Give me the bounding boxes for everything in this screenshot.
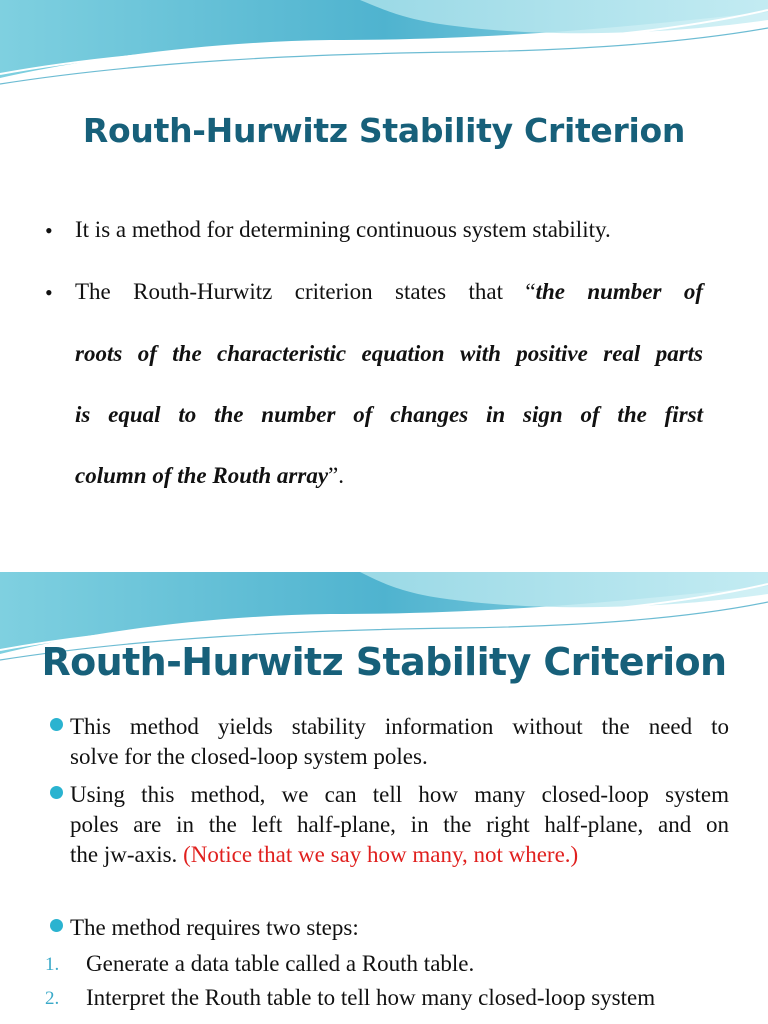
bullet-3-text: The method requires two steps: bbox=[70, 915, 359, 940]
quote-line-1: The Routh-Hurwitz criterion states that “the number of bbox=[75, 279, 704, 304]
header-wave-decoration bbox=[0, 0, 768, 90]
bullet-marker: • bbox=[45, 280, 53, 305]
step-number: 1. bbox=[45, 954, 60, 975]
bullet-dot-icon bbox=[50, 919, 63, 932]
bullet-dot-icon bbox=[50, 786, 63, 799]
bullet-2-line-2: poles are in the left half-plane, in the right half-plane, and on bbox=[70, 812, 729, 837]
bullet-1-line-2: solve for the closed-loop system poles. bbox=[70, 744, 428, 769]
bullet-marker: • bbox=[45, 218, 53, 243]
quote-line-4: column of the Routh array”. bbox=[75, 463, 345, 488]
quote-line-3: is equal to the number of changes in sign of the first bbox=[75, 402, 703, 427]
bullet-dot-icon bbox=[50, 718, 63, 731]
note-text: (Notice that we say how many, not where.) bbox=[183, 842, 579, 867]
slide-divider bbox=[0, 560, 768, 572]
step-text: Interpret the Routh table to tell how many closed-loop system bbox=[86, 985, 656, 1010]
slide-2 bbox=[0, 572, 768, 1024]
bullet-1-line-1: This method yields stability information without the need to bbox=[70, 714, 729, 739]
bullet-2-line-3: the jw-axis. (Notice that we say how many, not where.) bbox=[70, 842, 579, 867]
bullet-text: It is a method for determining continuous system stability. bbox=[75, 217, 611, 242]
slide-title: Routh-Hurwitz Stability Criterion bbox=[41, 640, 727, 684]
slide-title: Routh-Hurwitz Stability Criterion bbox=[82, 111, 686, 150]
step-number: 2. bbox=[45, 988, 60, 1009]
quote-line-2: roots of the characteristic equation with positive real parts bbox=[75, 341, 703, 366]
step-text: Generate a data table called a Routh table. bbox=[86, 951, 475, 976]
bullet-2-line-1: Using this method, we can tell how many closed-loop system bbox=[70, 782, 729, 807]
